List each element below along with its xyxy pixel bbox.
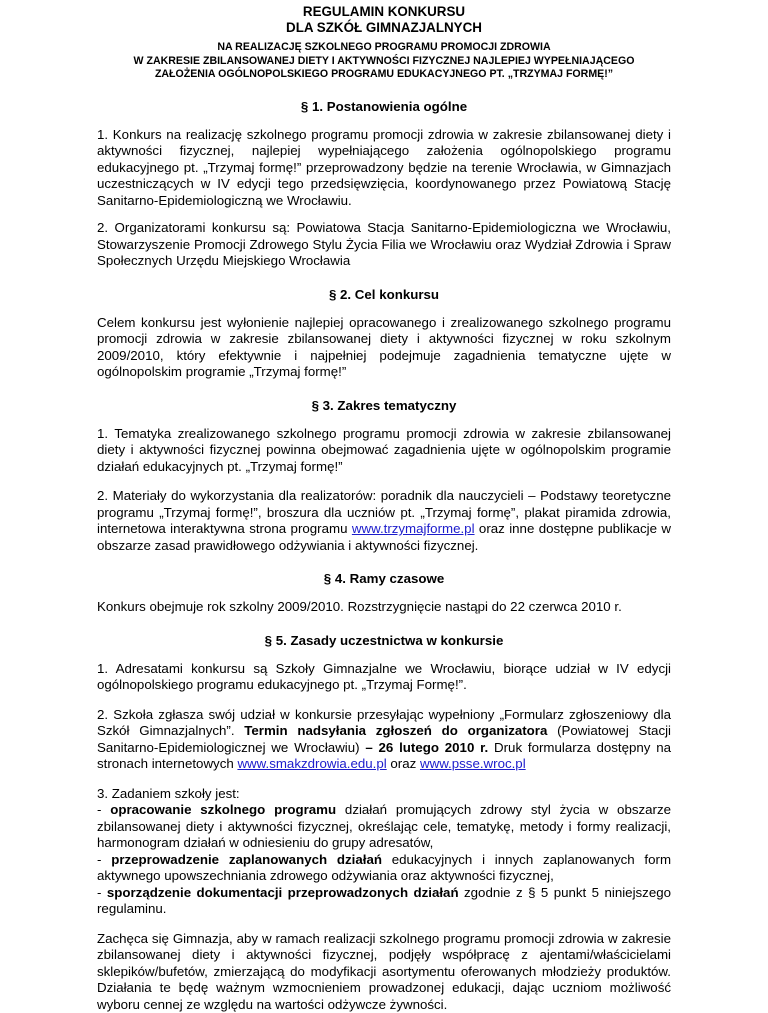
section-3-paragraph-1: 1. Tematyka zrealizowanego szkolnego programu promocji zdrowia w zakresie zbilansowanej diety i aktywności fizycznej powinna obejmować zagadnienia ujęte w ogólnopolskim programie działań edukacyjnych pt. „Trzymaj formę!” <box>97 426 671 476</box>
section-1-heading: § 1. Postanowienia ogólne <box>97 99 671 115</box>
section-5-paragraph-2 <box>97 707 671 773</box>
section-3-heading: § 3. Zakres tematyczny <box>97 398 671 414</box>
section-5-p2-deadline-date: – 26 lutego 2010 r. <box>365 740 488 755</box>
section-5-p2-text-e: Druk formularza dostępny na stronach internetowych <box>97 740 671 772</box>
section-5-p2-deadline-label: Termin nadsyłania zgłoszeń do organizatora <box>244 723 547 738</box>
task-item-2 <box>97 852 671 885</box>
task-item-1-dash: - <box>97 802 110 817</box>
section-4-heading: § 4. Ramy czasowe <box>97 571 671 587</box>
task-item-3-dash: - <box>97 885 107 900</box>
task-item-2-bold: przeprowadzenie zaplanowanych działań <box>111 852 382 867</box>
task-item-3 <box>97 885 671 918</box>
task-item-1-text: działań promujących zdrowy styl życia w obszarze zbilansowanej diety i aktywności fizycznej, określając cele, tematykę, metody i formy realizacji, harmonogram działań w odniesieniu do grupy adresatów, <box>97 802 671 850</box>
doc-subtitle-line2: W ZAKRESIE ZBILANSOWANEJ DIETY I AKTYWNOŚCI FIZYCZNEJ NAJLEPIEJ WYPEŁNIAJĄCEGO <box>97 55 671 69</box>
task-item-3-text: zgodnie z § 5 punkt 5 niniejszego regulaminu. <box>97 885 671 917</box>
task-item-1-bold: opracowanie szkolnego programu <box>110 802 336 817</box>
section-2-paragraph-1: Celem konkursu jest wyłonienie najlepiej opracowanego i zrealizowanego szkolnego programu promocji zdrowia w zakresie zbilansowanej diety i aktywności fizycznej w roku szkolnym 2009/2010, który efektywnie i najpełniej podejmuje zagadnienia tematyczne ujęte w ogólnopolskim programie „Trzymaj formę!” <box>97 315 671 381</box>
section-5-p2-text-c: (Powiatowej Stacji Sanitarno-Epidemiologicznej we Wrocławiu) <box>97 723 671 755</box>
doc-subtitle-line3: ZAŁOŻENIA OGÓLNOPOLSKIEGO PROGRAMU EDUKACYJNEGO PT. „TRZYMAJ FORMĘ!” <box>97 68 671 82</box>
section-3-p2-text-b: oraz inne dostępne publikacje w obszarze zasad prawidłowego odżywiania i aktywności fizycznej. <box>97 521 671 553</box>
task-item-2-text: edukacyjnych i innych zaplanowanych form aktywnego upowszechniania zdrowego odżywiania oraz aktywności fizycznej, <box>97 852 671 884</box>
psse-link[interactable]: www.psse.wroc.pl <box>420 756 526 771</box>
doc-title-line1: REGULAMIN KONKURSU <box>97 4 671 20</box>
section-5-paragraph-1: 1. Adresatami konkursu są Szkoły Gimnazjalne we Wrocławiu, biorące udział w IV edycji ogólnopolskiego programu edukacyjnego pt. „Trzymaj Formę!”. <box>97 661 671 694</box>
section-5-p2-text-a: 2. Szkoła zgłasza swój udział w konkursie przesyłając wypełniony „Formularz zgłoszeniowy dla Szkół Gimnazjalnych”. <box>97 707 671 739</box>
task-item-3-bold: sporządzenie dokumentacji przeprowadzonych działań <box>107 885 459 900</box>
section-1-paragraph-1: 1. Konkurs na realizację szkolnego programu promocji zdrowia w zakresie zbilansowanej diety i aktywności fizycznej, najlepiej wypełniającego założenia ogólnopolskiego programu edukacyjnego pt. „Trzymaj formę!” przeprowadzony będzie na terenie Wrocławia, w Gimnazjach uczestniczących w IV edycji tego przedsięwzięcia, koordynowanego przez Powiatową Stację Sanitarno-Epidemiologiczną we Wrocławiu. <box>97 127 671 210</box>
section-5-p2-text-f: oraz <box>387 756 420 771</box>
section-1-paragraph-2: 2. Organizatorami konkursu są: Powiatowa Stacja Sanitarno-Epidemiologiczna we Wrocławiu, Stowarzyszenie Promocji Zdrowego Stylu Życia Filia we Wrocławiu oraz Wydział Zdrowia i Spraw Społecznych Urzędu Miejskiego Wrocławia <box>97 220 671 270</box>
task-item-2-dash: - <box>97 852 111 867</box>
section-5-paragraph-3-intro: 3. Zadaniem szkoły jest: <box>97 786 671 803</box>
doc-title-line2: DLA SZKÓŁ GIMNAZJALNYCH <box>97 20 671 36</box>
section-4-paragraph-1: Konkurs obejmuje rok szkolny 2009/2010. Rozstrzygnięcie nastąpi do 22 czerwca 2010 r. <box>97 599 671 616</box>
trzymajforme-link[interactable]: www.trzymajforme.pl <box>352 521 475 536</box>
task-item-1 <box>97 802 671 852</box>
smakzdrowia-link[interactable]: www.smakzdrowia.edu.pl <box>237 756 386 771</box>
section-5-paragraph-4: Zachęca się Gimnazja, aby w ramach realizacji szkolnego programu promocji zdrowia w zakresie zbilansowanej diety i aktywności fizycznej, podjęły współpracę z ajentami/właścicielami sklepików/bufetów, zmierzającą do modyfikacji asortymentu oferowanych młodzieży produktów. Działania te będę ważnym wzmocnieniem prowadzonej edukacji, dając uczniom możliwość wyboru cennej ze względu na wartości odżywcze żywności. <box>97 931 671 1013</box>
section-3-paragraph-2 <box>97 488 671 554</box>
section-5-heading: § 5. Zasady uczestnictwa w konkursie <box>97 633 671 649</box>
section-2-heading: § 2. Cel konkursu <box>97 287 671 303</box>
section-3-p2-text-a: 2. Materiały do wykorzystania dla realizatorów: poradnik dla nauczycieli – Podstawy teoretyczne programu „Trzymaj formę!”, broszura dla uczniów pt. „Trzymaj formę”, plakat piramida zdrowia, internetowa interaktywna strona programu <box>97 488 671 536</box>
doc-subtitle-line1: NA REALIZACJĘ SZKOLNEGO PROGRAMU PROMOCJI ZDROWIA <box>97 41 671 55</box>
